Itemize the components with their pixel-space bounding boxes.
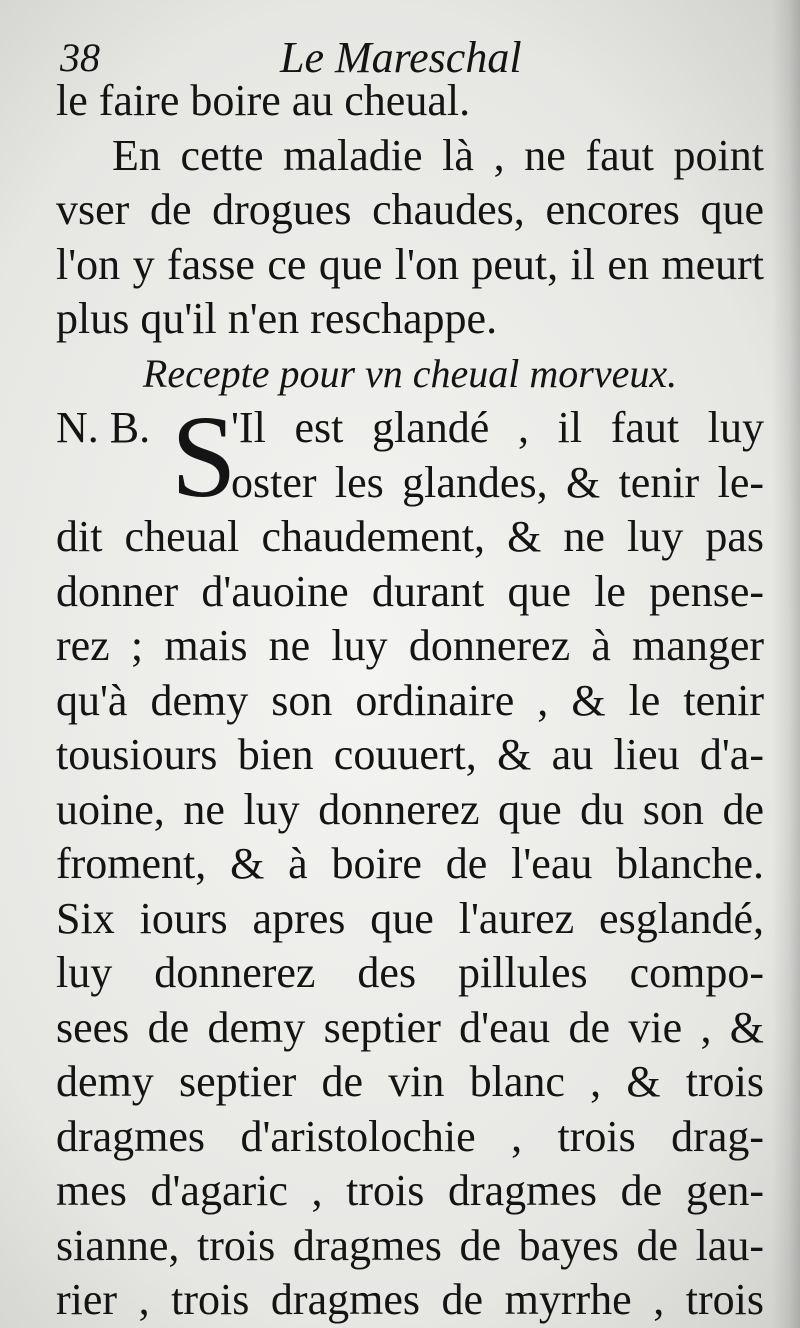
dropcap-paragraph [56, 391, 764, 522]
text-line: rez ; mais ne luy donnerez à manger [56, 621, 764, 670]
text-line: l'on y fasse ce que l'on peut, il en meurt [56, 239, 764, 289]
text-line: dragmes d'aristolochie , trois drag- [56, 1111, 764, 1161]
text-line: plus qu'il n'en reschappe. [56, 294, 498, 343]
text-line: mes d'agaric , trois dragmes de gen- [56, 1166, 764, 1215]
body-text [56, 74, 764, 1328]
running-head: Le Mareschal [280, 33, 522, 82]
text-line: uoine, ne luy donnerez que du son de [56, 784, 764, 834]
text-line: rier , trois dragmes de myrrhe , trois [56, 1275, 764, 1324]
text-line: 'Il est glandé , il faut luy [231, 403, 764, 452]
text-line: froment, & à boire de l'eau blanche. [56, 839, 764, 888]
page-number: 38 [60, 35, 100, 80]
page-edge-shadow [772, 0, 800, 1328]
text-line: En cette maladie là , ne faut point [112, 130, 764, 180]
drop-capital: S [171, 391, 237, 522]
text-line: le faire boire au cheual. [56, 76, 471, 125]
text-line: donner d'auoine durant que le pense- [56, 566, 764, 616]
recipe-heading: Recepte pour vn cheual morveux. [142, 350, 678, 396]
text-line: demy septier de vin blanc , & trois [56, 1057, 764, 1106]
text-line: qu'à demy son ordinaire , & le tenir [56, 675, 764, 725]
text-line: sees de demy septier d'eau de vie , & [56, 1002, 764, 1052]
text-line: vser de drogues chaudes, encores que [56, 185, 764, 234]
text-line: tousiours bien couuert, & au lieu d'a- [56, 730, 764, 779]
text-line: dit cheual chaudement, & ne luy pas [56, 512, 764, 561]
nota-bene-marker: N. B. [56, 403, 151, 452]
text-line: luy donnerez des pillules compo- [56, 948, 764, 997]
text-line: Six iours apres que l'aurez esglandé, [56, 893, 764, 943]
text-line: sianne, trois dragmes de bayes de lau- [56, 1220, 764, 1270]
text-line: oster les glandes, & tenir le- [231, 457, 764, 507]
